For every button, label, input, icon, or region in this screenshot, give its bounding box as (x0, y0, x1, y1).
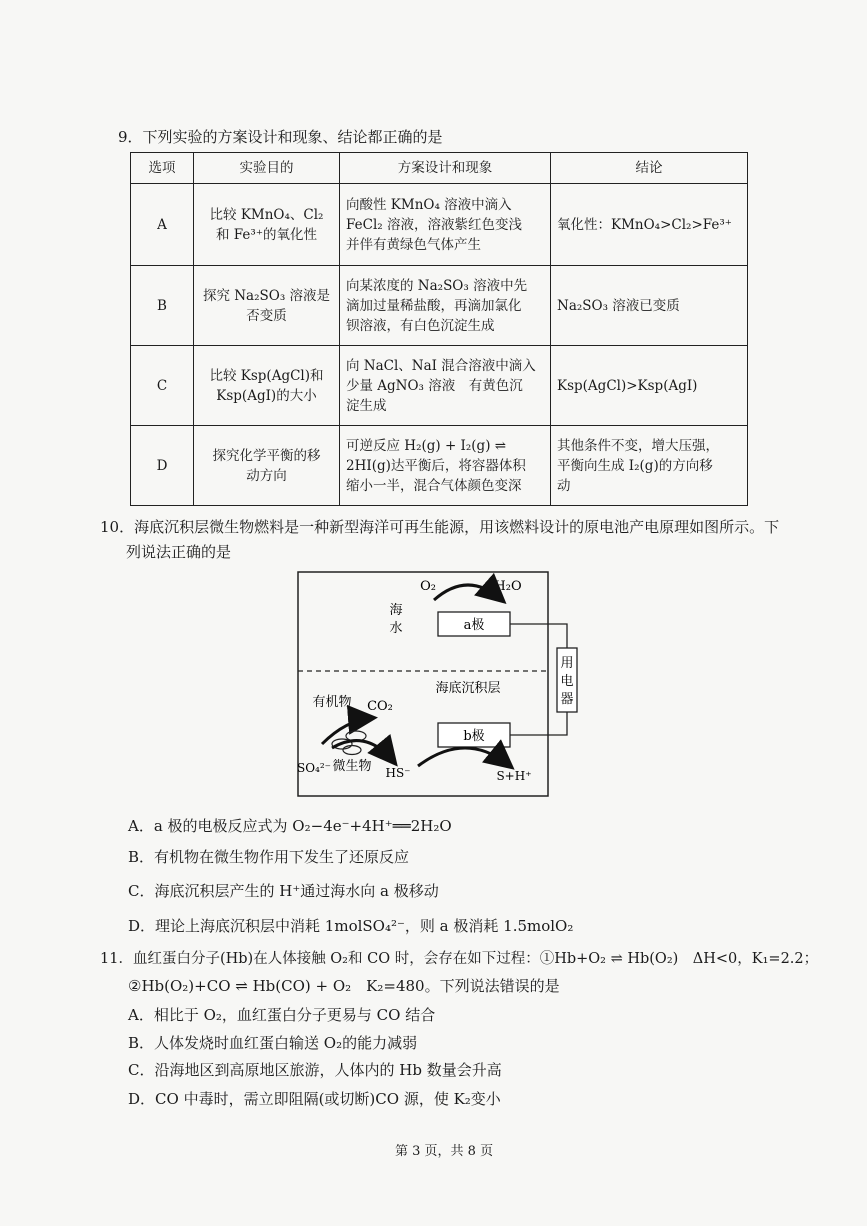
table-row (131, 346, 748, 426)
row-option: C (131, 346, 194, 426)
header-purpose: 实验目的 (194, 153, 340, 184)
co2-label: CO₂ (367, 699, 393, 714)
text-line: 否变质 (246, 307, 287, 324)
text-line: 动 (557, 477, 571, 494)
wire-a (510, 624, 567, 648)
row-conclusion (551, 426, 748, 506)
h2o-label: H₂O (494, 579, 522, 594)
row-design (340, 426, 551, 506)
electrode-a-label: a极 (463, 618, 485, 633)
header-option: 选项 (131, 153, 194, 184)
electrode-b-label: b极 (463, 729, 485, 744)
row-design (340, 266, 551, 346)
row-purpose (194, 184, 340, 266)
row-conclusion (551, 346, 748, 426)
q10-option-a: A．a 极的电极反应式为 O₂−4e⁻+4H⁺══2H₂O (128, 817, 452, 835)
text-line: 其他条件不变，增大压强， (557, 437, 719, 454)
organic-label: 有机物 (312, 695, 352, 710)
row-purpose (194, 266, 340, 346)
q11-title-cont: ②Hb(O₂)+CO ⇌ Hb(CO) + O₂ K₂=480。下列说法错误的是 (128, 977, 560, 995)
text-line: 探究化学平衡的移 (212, 447, 321, 464)
q11-option-b: B．人体发烧时血红蛋白输送 O₂的能力减弱 (128, 1034, 418, 1052)
q10-title: 10．海底沉积层微生物燃料是一种新型海洋可再生能源，用该燃料设计的原电池产电原理如图所示。下 (100, 518, 780, 536)
text-line: 平衡向生成 I₂(g)的方向移 (557, 457, 713, 474)
o2-label: O₂ (420, 579, 436, 594)
q10-option-b: B．有机物在微生物作用下发生了还原反应 (128, 848, 410, 866)
text-line: 并伴有黄绿色气体产生 (346, 236, 481, 253)
text-line: 探究 Na₂SO₃ 溶液是 (202, 287, 331, 304)
text-line: FeCl₂ 溶液，溶液紫红色变浅 (346, 216, 522, 233)
row-purpose (194, 426, 340, 506)
reduction-arrow (434, 585, 502, 600)
row-option: B (131, 266, 194, 346)
table-row (131, 426, 748, 506)
seawater-label: 水 (389, 621, 403, 636)
table-header-row (131, 153, 748, 184)
text-line: 和 Fe³⁺的氧化性 (216, 226, 317, 243)
header-conclusion: 结论 (551, 153, 748, 184)
text-line: 少量 AgNO₃ 溶液 有黄色沉 (346, 377, 523, 394)
text-line: Ksp(AgI)的大小 (216, 387, 317, 404)
microbe-label: 微生物 (332, 759, 372, 774)
s-h-label: S+H⁺ (496, 769, 532, 783)
text-line: 氧化性：KMnO₄>Cl₂>Fe³⁺ (557, 216, 732, 233)
q10-option-d: D．理论上海底沉积层中消耗 1molSO₄²⁻，则 a 极消耗 1.5molO₂ (128, 917, 574, 935)
text-line: 淀生成 (346, 397, 387, 414)
row-purpose (194, 346, 340, 426)
text-line: Ksp(AgCl)>Ksp(AgI) (557, 377, 698, 394)
text-line: 滴加过量稀盐酸，再滴加氯化 (346, 297, 522, 314)
text-line: 向 NaCl、NaI 混合溶液中滴入 (346, 357, 536, 374)
device-label: 器 (560, 692, 574, 707)
hs-label: HS⁻ (385, 766, 411, 780)
sediment-label: 海底沉积层 (435, 681, 501, 696)
device-label: 用 (560, 656, 574, 671)
row-design (340, 346, 551, 426)
row-conclusion (551, 266, 748, 346)
page-number: 第 3 页，共 8 页 (395, 1144, 494, 1159)
q11-option-c: C．沿海地区到高原地区旅游，人体内的 Hb 数量会升高 (128, 1061, 502, 1079)
header-design: 方案设计和现象 (340, 153, 551, 184)
q9-title: 9．下列实验的方案设计和现象、结论都正确的是 (118, 128, 443, 146)
text-line: 向酸性 KMnO₄ 溶液中滴入 (346, 196, 512, 213)
text-line: 向某浓度的 Na₂SO₃ 溶液中先 (346, 277, 528, 294)
text-line: Na₂SO₃ 溶液已变质 (557, 297, 680, 314)
row-option: D (131, 426, 194, 506)
oxidation-arrow (418, 748, 510, 766)
q11-option-d: D．CO 中毒时，需立即阻隔(或切断)CO 源，使 K₂变小 (128, 1090, 501, 1108)
table-row (131, 184, 748, 266)
text-line: 可逆反应 H₂(g) + I₂(g) ⇌ (346, 437, 507, 454)
row-design (340, 184, 551, 266)
text-line: 缩小一半，混合气体颜色变深 (346, 477, 522, 494)
device-label: 电 (560, 674, 574, 689)
seawater-label: 海 (389, 603, 403, 618)
so4-label: SO₄²⁻ (296, 761, 332, 775)
text-line: 动方向 (246, 467, 287, 484)
fuel-cell-diagram (296, 570, 586, 800)
text-line: 比较 KMnO₄、Cl₂ (209, 206, 324, 223)
q10-title-cont: 列说法正确的是 (126, 543, 232, 561)
experiment-table (130, 152, 748, 506)
wire-b (510, 712, 567, 735)
q11-title: 11．血红蛋白分子(Hb)在人体接触 O₂和 CO 时，会存在如下过程：①Hb+O₂ ⇌ Hb(O₂) ΔH<0，K₁=2.2； (100, 951, 819, 967)
row-option: A (131, 184, 194, 266)
q11-option-a: A．相比于 O₂，血红蛋白分子更易与 CO 结合 (128, 1006, 436, 1024)
text-line: 钡溶液，有白色沉淀生成 (346, 317, 495, 334)
row-conclusion (551, 184, 748, 266)
text-line: 比较 Ksp(AgCl)和 (209, 367, 324, 384)
text-line: 2HI(g)达平衡后，将容器体积 (346, 457, 526, 474)
table-row (131, 266, 748, 346)
q10-option-c: C．海底沉积层产生的 H⁺通过海水向 a 极移动 (128, 882, 439, 900)
microbe-icon (343, 746, 361, 755)
